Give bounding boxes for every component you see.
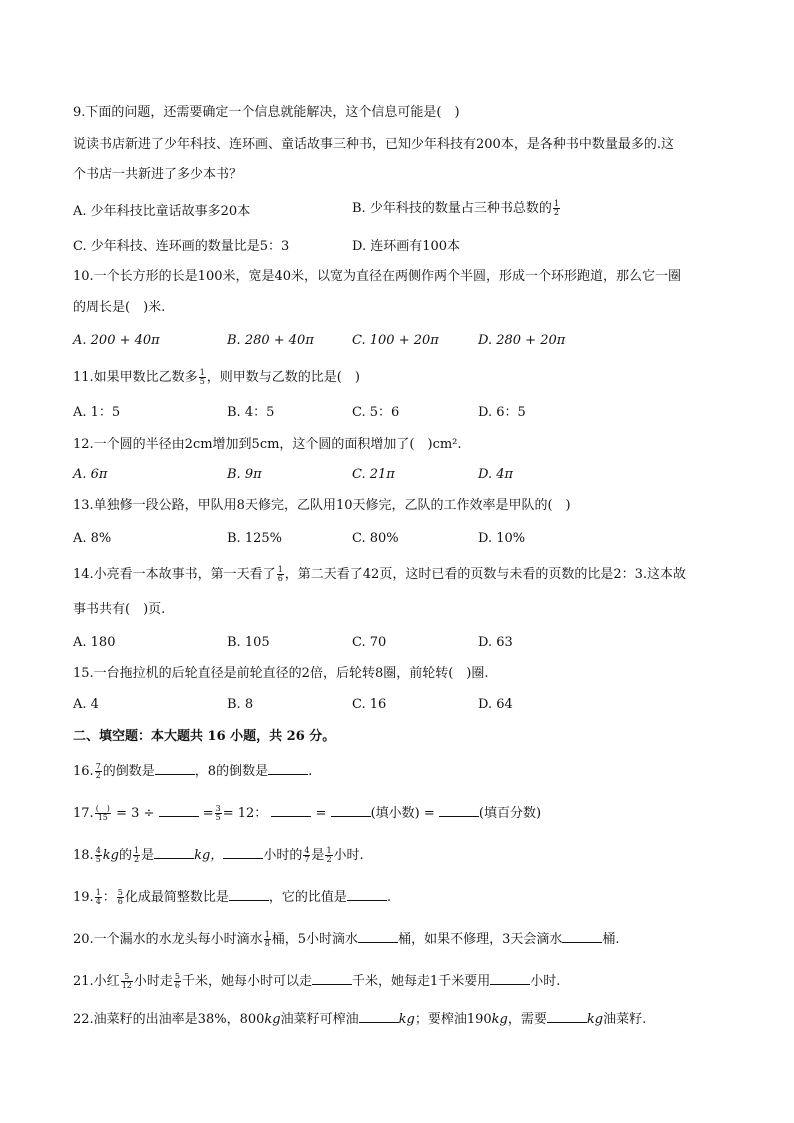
question-9-text-2: 个书店一共新进了多少本书？ — [73, 167, 243, 182]
question-12-option-c: C. 21π — [352, 467, 395, 482]
section-2-heading: 二、填空题：本大题共 16 小题，共 26 分。 — [73, 729, 336, 744]
question-14-option-a: A. 180 — [73, 635, 116, 650]
fraction: $\frac{1}{5}$ — [199, 368, 205, 386]
fraction: $\frac{3}{5}$ — [215, 804, 221, 822]
answer-blank[interactable] — [439, 804, 479, 817]
question-10-option-c: C. 100 + 20π — [352, 333, 439, 348]
question-12-option-a: A. 6π — [73, 467, 108, 482]
question-10-option-a: A. 200 + 40π — [73, 333, 160, 348]
question-13-option-b: B. 125% — [227, 531, 282, 546]
fraction: $\frac{5}{12}$ — [121, 972, 132, 990]
answer-blank[interactable] — [229, 888, 269, 901]
fraction: $\frac{1}{4}$ — [95, 888, 101, 906]
question-9-text-1: 说读书店新进了少年科技、连环画、童话故事三种书，已知少年科技有200本，是各种书中数量最多的.这 — [73, 137, 674, 152]
answer-blank[interactable] — [159, 804, 199, 817]
question-9-option-d: D. 连环画有100本 — [352, 239, 461, 254]
fraction: $\frac{1}{2}$ — [553, 199, 559, 217]
question-12-stem: 12.一个圆的半径由2cm增加到5cm，这个圆的面积增加了( )cm². — [73, 437, 462, 452]
fraction: $\frac{7}{2}$ — [95, 762, 101, 780]
answer-blank[interactable] — [271, 804, 311, 817]
question-17: 17. $\frac{( )}{15}$ = 3 ÷ = $\frac{3}{5}$ = 12： = (填小数) = (填百分数) — [73, 804, 542, 822]
question-9-option-a: A. 少年科技比童话故事多20本 — [73, 204, 251, 219]
question-15-option-a: A. 4 — [73, 697, 99, 712]
question-11-stem: 11.如果甲数比乙数多 $\frac{1}{5}$ ，则甲数与乙数的比是( ) — [73, 368, 360, 386]
question-21: 21.小红 $\frac{5}{12}$ 小时走 $\frac{5}{6}$ 千米，她每小时可以走 千米，她每走1千米要用 小时. — [73, 972, 561, 990]
fraction: $\frac{1}{2}$ — [326, 846, 332, 864]
answer-blank[interactable] — [562, 930, 602, 943]
question-22: 22.油菜籽的出油率是38%，800kg油菜籽可榨油 kg；要榨油190kg，需要 kg油菜籽. — [73, 1012, 647, 1027]
question-11-option-a: A. 1：5 — [73, 405, 121, 420]
answer-blank[interactable] — [223, 846, 263, 859]
question-10-option-b: B. 280 + 40π — [227, 333, 314, 348]
question-13-option-a: A. 8% — [73, 531, 112, 546]
question-11-option-d: D. 6：5 — [478, 405, 526, 420]
question-13-option-c: C. 80% — [352, 531, 399, 546]
question-16: 16. $\frac{7}{2}$ 的倒数是 ，8的倒数是 . — [73, 762, 313, 780]
question-13-option-d: D. 10% — [478, 531, 526, 546]
question-14-option-c: C. 70 — [352, 635, 387, 650]
question-10-line-2: 的周长是( )米. — [73, 300, 166, 315]
fraction: $\frac{5}{6}$ — [117, 888, 123, 906]
answer-blank[interactable] — [490, 972, 530, 985]
answer-blank[interactable] — [155, 762, 195, 775]
question-9-option-b: B. 少年科技的数量占三种书总数的 $\frac{1}{2}$ — [352, 199, 559, 217]
fraction: $\frac{1}{8}$ — [264, 930, 270, 948]
answer-blank[interactable] — [312, 972, 352, 985]
fraction: $\frac{1}{6}$ — [277, 565, 283, 583]
question-15-stem: 15.一台拖拉机的后轮直径是前轮直径的2倍，后轮转8圈，前轮转( )圈. — [73, 666, 489, 681]
answer-blank[interactable] — [154, 846, 194, 859]
answer-blank[interactable] — [358, 930, 398, 943]
question-11-option-b: B. 4：5 — [227, 405, 275, 420]
question-14-option-b: B. 105 — [227, 635, 270, 650]
answer-blank[interactable] — [331, 804, 371, 817]
question-9-stem: 9.下面的问题，还需要确定一个信息就能解决，这个信息可能是( ) — [73, 105, 460, 120]
fraction: $\frac{( )}{15}$ — [95, 804, 110, 822]
fraction: $\frac{4}{7}$ — [304, 846, 310, 864]
question-15-option-b: B. 8 — [227, 697, 254, 712]
fraction: $\frac{1}{2}$ — [134, 846, 140, 864]
question-19: 19. $\frac{1}{4}$ ： $\frac{5}{6}$ 化成最简整数比是 ，它的比值是 . — [73, 888, 392, 906]
question-14-line-2: 事书共有( )页. — [73, 602, 166, 617]
question-13-stem: 13.单独修一段公路，甲队用8天修完，乙队用10天修完，乙队的工作效率是甲队的( ) — [73, 498, 571, 513]
question-20: 20.一个漏水的水龙头每小时滴水 $\frac{1}{8}$ 桶，5小时滴水 桶，如果不修理，3天会滴水 桶. — [73, 930, 620, 948]
question-15-option-d: D. 64 — [478, 697, 513, 712]
fraction: $\frac{5}{6}$ — [174, 972, 180, 990]
question-12-option-d: D. 4π — [478, 467, 514, 482]
question-14-stem: 14.小亮看一本故事书，第一天看了 $\frac{1}{6}$ ，第二天看了42页，这时已看的页数与未看的页数的比是2：3.这本故 — [73, 565, 686, 583]
question-14-option-d: D. 63 — [478, 635, 513, 650]
question-18: 18. $\frac{4}{5}$ kg的 $\frac{1}{2}$ 是 kg， 小时的 $\frac{4}{7}$ 是 $\frac{1}{2}$ 小时. — [73, 846, 364, 864]
question-11-option-c: C. 5：6 — [352, 405, 400, 420]
question-10-option-d: D. 280 + 20π — [478, 333, 566, 348]
question-10-line-1: 10.一个长方形的长是100米，宽是40米，以宽为直径在两侧作两个半圆，形成一个环形跑道，那么它一圈 — [73, 269, 682, 284]
question-9-option-c: C. 少年科技、连环画的数量比是5：3 — [73, 239, 290, 254]
answer-blank[interactable] — [547, 1010, 587, 1023]
answer-blank[interactable] — [359, 1010, 399, 1023]
question-15-option-c: C. 16 — [352, 697, 387, 712]
answer-blank[interactable] — [347, 888, 387, 901]
fraction: $\frac{4}{5}$ — [95, 846, 101, 864]
answer-blank[interactable] — [268, 762, 308, 775]
question-12-option-b: B. 9π — [227, 467, 262, 482]
